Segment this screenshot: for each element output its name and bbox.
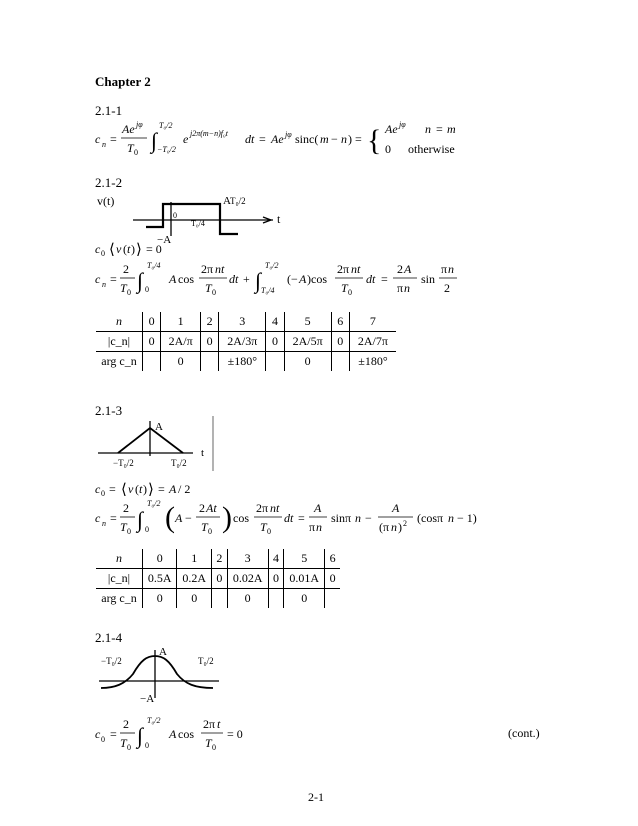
table-header-n: n [116, 314, 122, 328]
table-cell: 2 [201, 312, 219, 332]
table-cell: 0 [177, 589, 211, 609]
svg-text:∫: ∫ [137, 723, 144, 748]
svg-text:0: 0 [134, 148, 138, 157]
table-row-label: arg c_n [101, 354, 137, 368]
table-header-n: n [116, 551, 122, 565]
svg-text:−: − [365, 511, 372, 525]
table-cell: 0 [268, 569, 284, 589]
equation-2-1-2-cn [95, 258, 515, 298]
svg-text:c: c [95, 242, 101, 256]
table-cell [268, 589, 284, 609]
svg-text:v(t): v(t) [97, 194, 115, 208]
svg-text:= 0: = 0 [227, 727, 243, 741]
section-label-2-1-1: 2.1-1 [95, 103, 123, 118]
svg-text:=: = [381, 272, 388, 286]
svg-text:=: = [110, 511, 117, 525]
svg-text:)cos: )cos [307, 272, 327, 286]
svg-text:nt: nt [215, 262, 225, 276]
svg-text:2π: 2π [201, 262, 214, 276]
svg-text:0: 0 [208, 527, 212, 536]
svg-text:A: A [159, 646, 167, 658]
page-number: 2-1 [308, 790, 324, 804]
svg-text:sinπ: sinπ [331, 511, 352, 525]
table-cell: 4 [266, 312, 284, 332]
svg-text:A: A [169, 272, 177, 286]
svg-text:⟨: ⟨ [121, 482, 127, 498]
svg-text:A: A [169, 482, 177, 496]
svg-text:T₀/2: T₀/2 [265, 261, 279, 270]
svg-text:otherwise: otherwise [408, 142, 455, 156]
svg-text:=: = [298, 511, 305, 525]
svg-text:v: v [128, 482, 134, 496]
equation-2-1-2-dc [95, 240, 215, 258]
svg-text:∫: ∫ [137, 507, 144, 532]
svg-text:2: 2 [123, 717, 129, 731]
svg-text:T: T [120, 736, 127, 750]
table-cell [325, 589, 340, 609]
table-cell: ±180° [219, 352, 266, 372]
svg-text:+: + [243, 272, 250, 286]
table-cell [266, 352, 284, 372]
svg-text:=: = [158, 482, 165, 496]
svg-text:T₀/2: T₀/2 [147, 716, 161, 725]
svg-text:T: T [260, 520, 267, 534]
svg-text:A: A [299, 272, 307, 286]
svg-text:jφ: jφ [136, 120, 143, 129]
svg-text:{: { [367, 124, 382, 157]
svg-text:n: n [425, 122, 431, 136]
svg-text:A: A [404, 262, 412, 276]
equation-2-1-3-cn [95, 496, 525, 538]
svg-text:=: = [110, 727, 117, 741]
svg-text:∫: ∫ [255, 268, 262, 293]
table-cell [211, 589, 227, 609]
svg-text:) =: ) = [348, 132, 362, 146]
svg-text:2: 2 [397, 262, 403, 276]
svg-text:−: − [331, 132, 338, 146]
svg-text:=: = [110, 132, 117, 146]
svg-text:T₀/2: T₀/2 [147, 499, 161, 508]
svg-text:A: A [155, 421, 163, 433]
svg-text:∫: ∫ [137, 268, 144, 293]
svg-text:c: c [95, 272, 101, 286]
svg-text:(: ( [165, 501, 175, 534]
svg-text:jφ: jφ [399, 120, 406, 129]
svg-text:n: n [102, 280, 106, 289]
table-cell [201, 352, 219, 372]
coefficient-table-2-1-3 [96, 549, 340, 608]
svg-text:T: T [120, 281, 127, 295]
svg-text:0: 0 [101, 489, 105, 498]
svg-text:Ae: Ae [385, 122, 398, 136]
svg-text:dt: dt [284, 511, 294, 525]
equation-2-1-1 [95, 118, 515, 158]
svg-text:nt: nt [351, 262, 361, 276]
svg-text:T: T [120, 520, 127, 534]
table-cell: 0 [143, 332, 161, 352]
svg-text:(π: (π [379, 520, 390, 534]
svg-text:dt: dt [245, 132, 255, 146]
svg-text:(: ( [123, 242, 127, 256]
svg-text:−A: −A [157, 234, 172, 246]
svg-text:0: 0 [127, 743, 131, 752]
svg-text:v: v [116, 242, 122, 256]
table-cell: 7 [349, 312, 396, 332]
svg-text:): ) [398, 520, 402, 534]
table-cell: 0.02A [227, 569, 268, 589]
svg-text:): ) [131, 242, 135, 256]
table-cell: 0 [143, 312, 161, 332]
svg-text:sin: sin [421, 272, 436, 286]
table-cell: 0 [143, 549, 177, 569]
svg-text:0: 0 [145, 741, 149, 750]
svg-text:0: 0 [348, 288, 352, 297]
table-cell: 0 [143, 589, 177, 609]
svg-text:/ 2: / 2 [178, 482, 191, 496]
svg-text:At: At [206, 501, 217, 515]
table-cell: 3 [219, 312, 266, 332]
svg-text:T₀/4: T₀/4 [261, 286, 275, 295]
svg-text:c: c [95, 132, 101, 146]
table-cell: ±180° [349, 352, 396, 372]
svg-text:c: c [95, 482, 101, 496]
chapter-title: Chapter 2 [95, 74, 151, 89]
svg-text:−A: −A [140, 693, 155, 705]
svg-text:jφ: jφ [285, 130, 292, 139]
table-cell: 1 [177, 549, 211, 569]
table-cell: 0 [211, 569, 227, 589]
table-cell: 5 [284, 549, 325, 569]
svg-text:⟩: ⟩ [136, 242, 142, 258]
table-cell: 0.5A [143, 569, 177, 589]
cosine-pulse-figure [95, 646, 225, 706]
continued-label: (cont.) [508, 726, 540, 740]
svg-text:0: 0 [212, 743, 216, 752]
svg-text:A: A [175, 511, 183, 525]
svg-text:0: 0 [127, 527, 131, 536]
svg-text:−: − [185, 511, 192, 525]
table-cell: 4 [268, 549, 284, 569]
table-cell: 2A/3π [219, 332, 266, 352]
svg-text:2: 2 [444, 281, 450, 295]
svg-text:t: t [127, 242, 131, 256]
svg-text:T: T [201, 520, 208, 534]
svg-text:(−: (− [287, 272, 298, 286]
svg-text:Ae: Ae [271, 132, 284, 146]
svg-text:0: 0 [212, 288, 216, 297]
svg-text:n: n [404, 281, 410, 295]
svg-text:T₀/2: T₀/2 [159, 121, 173, 130]
table-cell: 3 [227, 549, 268, 569]
svg-text:t: t [277, 212, 281, 226]
table-cell [143, 352, 161, 372]
svg-text:0: 0 [127, 288, 131, 297]
svg-text:− 1): − 1) [457, 511, 477, 525]
table-cell: 6 [331, 312, 349, 332]
svg-text:nt: nt [270, 501, 280, 515]
table-cell: 0 [284, 589, 325, 609]
svg-text:=: = [436, 122, 443, 136]
svg-text:0: 0 [145, 525, 149, 534]
svg-text:2: 2 [403, 519, 407, 528]
triangle-wave-figure [93, 416, 223, 471]
table-cell: 0 [331, 332, 349, 352]
svg-text:T: T [205, 736, 212, 750]
table-cell [331, 352, 349, 372]
table-row-label: |c_n| [96, 569, 143, 589]
svg-text:T: T [205, 281, 212, 295]
svg-text:0: 0 [267, 527, 271, 536]
svg-text:π: π [397, 281, 404, 295]
table-cell: 2A/7π [349, 332, 396, 352]
svg-text:=: = [110, 272, 117, 286]
svg-text:): ) [222, 501, 232, 534]
table-cell: 0 [266, 332, 284, 352]
svg-text:n: n [341, 132, 347, 146]
table-row-label: |c_n| [96, 332, 143, 352]
svg-text:=: = [109, 482, 116, 496]
svg-text:A: A [314, 501, 322, 515]
table-cell: 5 [284, 312, 331, 332]
svg-text:T₀/2: T₀/2 [230, 196, 246, 206]
svg-text:T₀/2: T₀/2 [171, 458, 187, 468]
svg-text:T₀/2: T₀/2 [198, 656, 214, 666]
svg-text:t: t [217, 717, 221, 731]
section-label-2-1-4: 2.1-4 [95, 630, 123, 645]
svg-text:j2π(m−n)f₀t: j2π(m−n)f₀t [190, 129, 228, 138]
svg-text:A: A [392, 501, 400, 515]
svg-text:T: T [127, 141, 134, 155]
svg-text:= 0: = 0 [146, 242, 162, 256]
svg-text:2: 2 [123, 262, 129, 276]
svg-text:⟨: ⟨ [109, 242, 115, 258]
svg-text:−T₀/2: −T₀/2 [101, 656, 122, 666]
svg-text:(cosπ: (cosπ [417, 511, 444, 525]
section-label-2-1-3: 2.1-3 [95, 403, 123, 418]
svg-text:cos: cos [178, 727, 194, 741]
svg-text:0: 0 [101, 249, 105, 258]
table-cell: 2A/π [161, 332, 201, 352]
svg-text:0: 0 [145, 285, 149, 294]
svg-text:): ) [143, 482, 147, 496]
svg-text:n: n [355, 511, 361, 525]
svg-text:0: 0 [385, 142, 391, 156]
coefficient-table-2-1-2 [96, 312, 396, 371]
svg-text:dt: dt [366, 272, 376, 286]
section-label-2-1-2: 2.1-2 [95, 175, 123, 190]
svg-text:π: π [309, 520, 316, 534]
svg-text:sinc(: sinc( [295, 132, 319, 146]
svg-text:−T₀/2: −T₀/2 [113, 458, 134, 468]
table-cell: 6 [325, 549, 340, 569]
svg-text:2π: 2π [337, 262, 350, 276]
table-cell: 1 [161, 312, 201, 332]
table-row-label: arg c_n [101, 591, 137, 605]
svg-text:m: m [447, 122, 456, 136]
svg-text:cos: cos [178, 272, 194, 286]
svg-text:dt: dt [229, 272, 239, 286]
table-cell: 0 [201, 332, 219, 352]
table-cell: 0 [227, 589, 268, 609]
svg-text:n: n [316, 520, 322, 534]
svg-text:n: n [391, 520, 397, 534]
svg-text:A: A [169, 727, 177, 741]
svg-text:(: ( [135, 482, 139, 496]
svg-text:n: n [448, 262, 454, 276]
table-cell: 2A/5π [284, 332, 331, 352]
svg-text:T: T [341, 281, 348, 295]
svg-text:2π: 2π [256, 501, 269, 515]
equation-2-1-4-dc [95, 714, 295, 754]
svg-text:−T₀/2: −T₀/2 [157, 145, 176, 154]
table-cell: 0 [325, 569, 340, 589]
svg-text:0: 0 [101, 735, 105, 744]
svg-text:2: 2 [199, 501, 205, 515]
svg-text:c: c [95, 511, 101, 525]
svg-text:t: t [201, 447, 205, 459]
svg-text:n: n [102, 140, 106, 149]
svg-text:2: 2 [123, 501, 129, 515]
svg-text:c: c [95, 727, 101, 741]
svg-text:Ae: Ae [122, 122, 135, 136]
svg-text:n: n [448, 511, 454, 525]
svg-text:0: 0 [173, 211, 177, 220]
svg-text:2π: 2π [203, 717, 216, 731]
svg-text:=: = [259, 132, 266, 146]
table-cell: 2 [211, 549, 227, 569]
table-cell: 0.2A [177, 569, 211, 589]
table-cell: 0.01A [284, 569, 325, 589]
svg-text:T₀/4: T₀/4 [147, 261, 161, 270]
svg-text:m: m [320, 132, 329, 146]
table-cell: 0 [161, 352, 201, 372]
svg-text:∫: ∫ [151, 128, 158, 153]
svg-text:⟩: ⟩ [148, 482, 154, 498]
svg-text:t: t [139, 482, 143, 496]
svg-text:T₀/4: T₀/4 [191, 219, 205, 228]
svg-text:cos: cos [233, 511, 249, 525]
svg-text:e: e [183, 132, 189, 146]
svg-text:π: π [441, 262, 448, 276]
svg-text:A: A [223, 195, 231, 207]
svg-text:n: n [102, 519, 106, 528]
table-cell: 0 [284, 352, 331, 372]
